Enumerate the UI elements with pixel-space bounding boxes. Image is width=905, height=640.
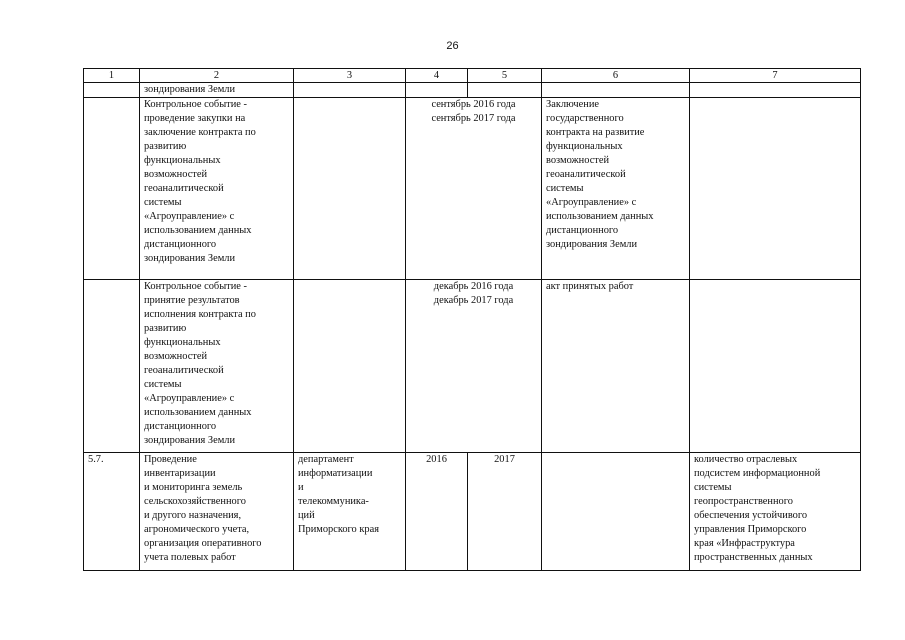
indicator-cell [690, 280, 861, 453]
end-date-cell: 2017 [468, 453, 542, 571]
executor-cell [294, 280, 406, 453]
plan-table [83, 68, 861, 571]
result-cell [542, 83, 690, 98]
column-header: 5 [468, 69, 542, 83]
event-cell: Проведение инвентаризации и мониторинга земель сельскохозяйственного и другого назначения, агрономического учета, организация оперативного учета полевых работ [140, 453, 294, 571]
result-cell: акт принятых работ [542, 280, 690, 453]
end-date-cell [468, 83, 542, 98]
column-header: 3 [294, 69, 406, 83]
table-row [84, 98, 861, 280]
indicator-cell [690, 98, 861, 280]
page-number: 26 [446, 40, 459, 52]
executor-cell [294, 83, 406, 98]
result-cell [542, 453, 690, 571]
event-cell: зондирования Земли [140, 83, 294, 98]
row-number [84, 83, 140, 98]
table-row [84, 280, 861, 453]
column-header: 7 [690, 69, 861, 83]
row-number [84, 98, 140, 280]
dates-cell: декабрь 2016 года декабрь 2017 года [406, 280, 542, 453]
event-cell: Контрольное событие - принятие результатов исполнения контракта по развитию функциональных возможностей геоаналитической системы «Агроуправление» с использованием данных дистанционного зондирования Земли [140, 280, 294, 453]
dates-cell: сентябрь 2016 года сентябрь 2017 года [406, 98, 542, 280]
start-date-cell: 2016 [406, 453, 468, 571]
executor-cell [294, 98, 406, 280]
event-cell: Контрольное событие - проведение закупки на заключение контракта по развитию функциональных возможностей геоаналитической системы «Агроуправление» с использованием данных дистанционного зондирования Земли [140, 98, 294, 280]
row-number: 5.7. [84, 453, 140, 571]
column-header: 4 [406, 69, 468, 83]
table-row [84, 453, 861, 571]
row-number [84, 280, 140, 453]
executor-cell: департамент информатизации и телекоммуника- ций Приморского края [294, 453, 406, 571]
column-header: 6 [542, 69, 690, 83]
column-header: 2 [140, 69, 294, 83]
indicator-cell: количество отраслевых подсистем информационной системы геопространственного обеспечения устойчивого управления Приморского края «Инфраструктура пространственных данных [690, 453, 861, 571]
indicator-cell [690, 83, 861, 98]
table-header-row [84, 69, 861, 83]
result-cell: Заключение государственного контракта на развитие функциональных возможностей геоаналитической системы «Агроуправление» с использованием данных дистанционного зондирования Земли [542, 98, 690, 280]
column-header: 1 [84, 69, 140, 83]
start-date-cell [406, 83, 468, 98]
table-row [84, 83, 861, 98]
